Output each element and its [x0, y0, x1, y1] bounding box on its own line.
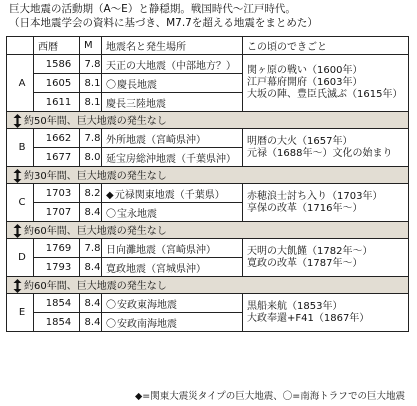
- quiet-period-row: [7, 222, 409, 239]
- year-cell: 1611: [34, 93, 80, 112]
- magnitude-cell: 8.4: [80, 294, 102, 313]
- magnitude-cell: 8.4: [80, 258, 102, 277]
- header-magnitude: M: [80, 37, 102, 55]
- magnitude-cell: 8.0: [80, 148, 102, 167]
- quiet-period-row: [7, 277, 409, 294]
- quake-name-text: 慶長地震: [117, 79, 157, 91]
- table-row: [7, 184, 409, 203]
- magnitude-cell: 8.1: [80, 74, 102, 93]
- year-cell: 1677: [34, 148, 80, 167]
- quake-name-text: 宝永地震: [117, 208, 157, 220]
- year-cell: 1854: [34, 313, 80, 332]
- event-text: 関ヶ原の戦い（1600年）: [247, 65, 363, 76]
- diamond-mark: ◆: [106, 189, 114, 201]
- year-cell: 1662: [34, 129, 80, 148]
- event-text: 赤穂浪士討ち入り（1703年）: [247, 190, 383, 202]
- quiet-period-row: [7, 167, 409, 184]
- up-down-arrow-icon: [13, 279, 22, 293]
- year-cell: 1605: [34, 74, 80, 93]
- era-label: C: [7, 184, 34, 222]
- quiet-period-cell: [7, 277, 409, 294]
- quake-name-cell: [102, 203, 243, 222]
- event-text: 黒船来航（1853年）: [247, 300, 343, 312]
- event-text: 享保の改革（1716年〜）: [247, 202, 363, 214]
- quake-name-cell: 外所地震（宮崎県沖）: [102, 129, 243, 148]
- event-text: 明暦の大火（1657年）: [247, 135, 353, 147]
- title-line-1: 巨大地震の活動期（A〜E）と静穏期。戦国時代〜江戸時代。: [9, 3, 296, 15]
- year-cell: 1703: [34, 184, 80, 203]
- quake-name-text: 安政南海地震: [117, 318, 177, 330]
- event-text: 大坂の陣、豊臣氏滅ぶ（1615年）: [247, 89, 403, 100]
- event-text: 江戸幕府開府（1603年）: [247, 77, 363, 88]
- quiet-period-cell: [7, 167, 409, 184]
- events-cell: [243, 184, 409, 222]
- year-cell: 1769: [34, 239, 80, 258]
- events-cell: [243, 129, 409, 167]
- year-cell: 1586: [34, 55, 80, 74]
- quake-name-cell: 慶長三陸地震: [102, 93, 243, 112]
- header-year: 西暦: [34, 37, 80, 55]
- magnitude-cell: 7.8: [80, 129, 102, 148]
- events-cell: [243, 55, 409, 112]
- magnitude-cell: 8.1: [80, 93, 102, 112]
- circle-mark: 〇: [106, 79, 116, 91]
- quiet-period-text: 約50年間、巨大地震の発生なし: [24, 116, 167, 127]
- year-cell: 1707: [34, 203, 80, 222]
- table-row: [7, 55, 409, 74]
- quake-name-cell: [102, 313, 243, 332]
- title-line-2: （日本地震学会の資料に基づき、M7.7を超える地震をまとめた）: [9, 17, 318, 29]
- quiet-period-row: [7, 112, 409, 129]
- quiet-period-cell: [7, 222, 409, 239]
- quake-name-cell: [102, 184, 243, 203]
- quiet-period-text: 約60年間、巨大地震の発生なし: [24, 281, 167, 292]
- quiet-period-text: 約60年間、巨大地震の発生なし: [24, 226, 167, 237]
- event-text: 大政奉還+F41（1867年）: [247, 312, 370, 324]
- quake-name-cell: 寛政地震（宮城県沖）: [102, 258, 243, 277]
- quiet-period-text: 約30年間、巨大地震の発生なし: [24, 171, 167, 182]
- event-text: 元禄（1688年〜）文化の始まり: [247, 147, 393, 159]
- era-label: D: [7, 239, 34, 277]
- up-down-arrow-icon: [13, 169, 22, 183]
- quake-name-cell: 延宝房総沖地震（千葉県沖）: [102, 148, 243, 167]
- era-label: E: [7, 294, 34, 332]
- magnitude-cell: 8.2: [80, 184, 102, 203]
- quake-name-text: 安政東海地震: [117, 299, 177, 311]
- quake-name-cell: [102, 294, 243, 313]
- quiet-period-cell: [7, 112, 409, 129]
- header-row: [7, 37, 409, 55]
- table-row: [7, 239, 409, 258]
- era-label: B: [7, 129, 34, 167]
- year-cell: 1793: [34, 258, 80, 277]
- up-down-arrow-icon: [13, 224, 22, 238]
- era-label: A: [7, 55, 34, 112]
- circle-mark: 〇: [106, 208, 116, 220]
- up-down-arrow-icon: [13, 114, 22, 128]
- events-cell: [243, 239, 409, 277]
- quake-name-cell: 日向灘地震（宮崎県沖）: [102, 239, 243, 258]
- quake-name-cell: 天正の大地震（中部地方？）: [102, 55, 243, 74]
- footnote: ◆=関東大震災タイプの巨大地震、〇=南海トラフでの巨大地震: [134, 391, 405, 402]
- event-text: 寛政の改革（1787年〜）: [247, 257, 363, 269]
- magnitude-cell: 7.8: [80, 55, 102, 74]
- magnitude-cell: 7.8: [80, 239, 102, 258]
- event-text: 天明の大飢饉（1782年〜）: [247, 245, 373, 257]
- circle-mark: 〇: [106, 299, 116, 311]
- quake-name-cell: [102, 74, 243, 93]
- quake-name-text: 元禄関東地震（千葉県）: [114, 189, 225, 201]
- magnitude-cell: 8.4: [80, 203, 102, 222]
- circle-mark: 〇: [106, 318, 116, 330]
- table-row: [7, 129, 409, 148]
- magnitude-cell: 8.4: [80, 313, 102, 332]
- header-quake-name: 地震名と発生場所: [102, 37, 243, 55]
- earthquake-table: [6, 36, 409, 332]
- events-cell: [243, 294, 409, 332]
- year-cell: 1854: [34, 294, 80, 313]
- header-era: [7, 37, 34, 55]
- header-events: この頃のできごと: [243, 37, 409, 55]
- table-row: [7, 294, 409, 313]
